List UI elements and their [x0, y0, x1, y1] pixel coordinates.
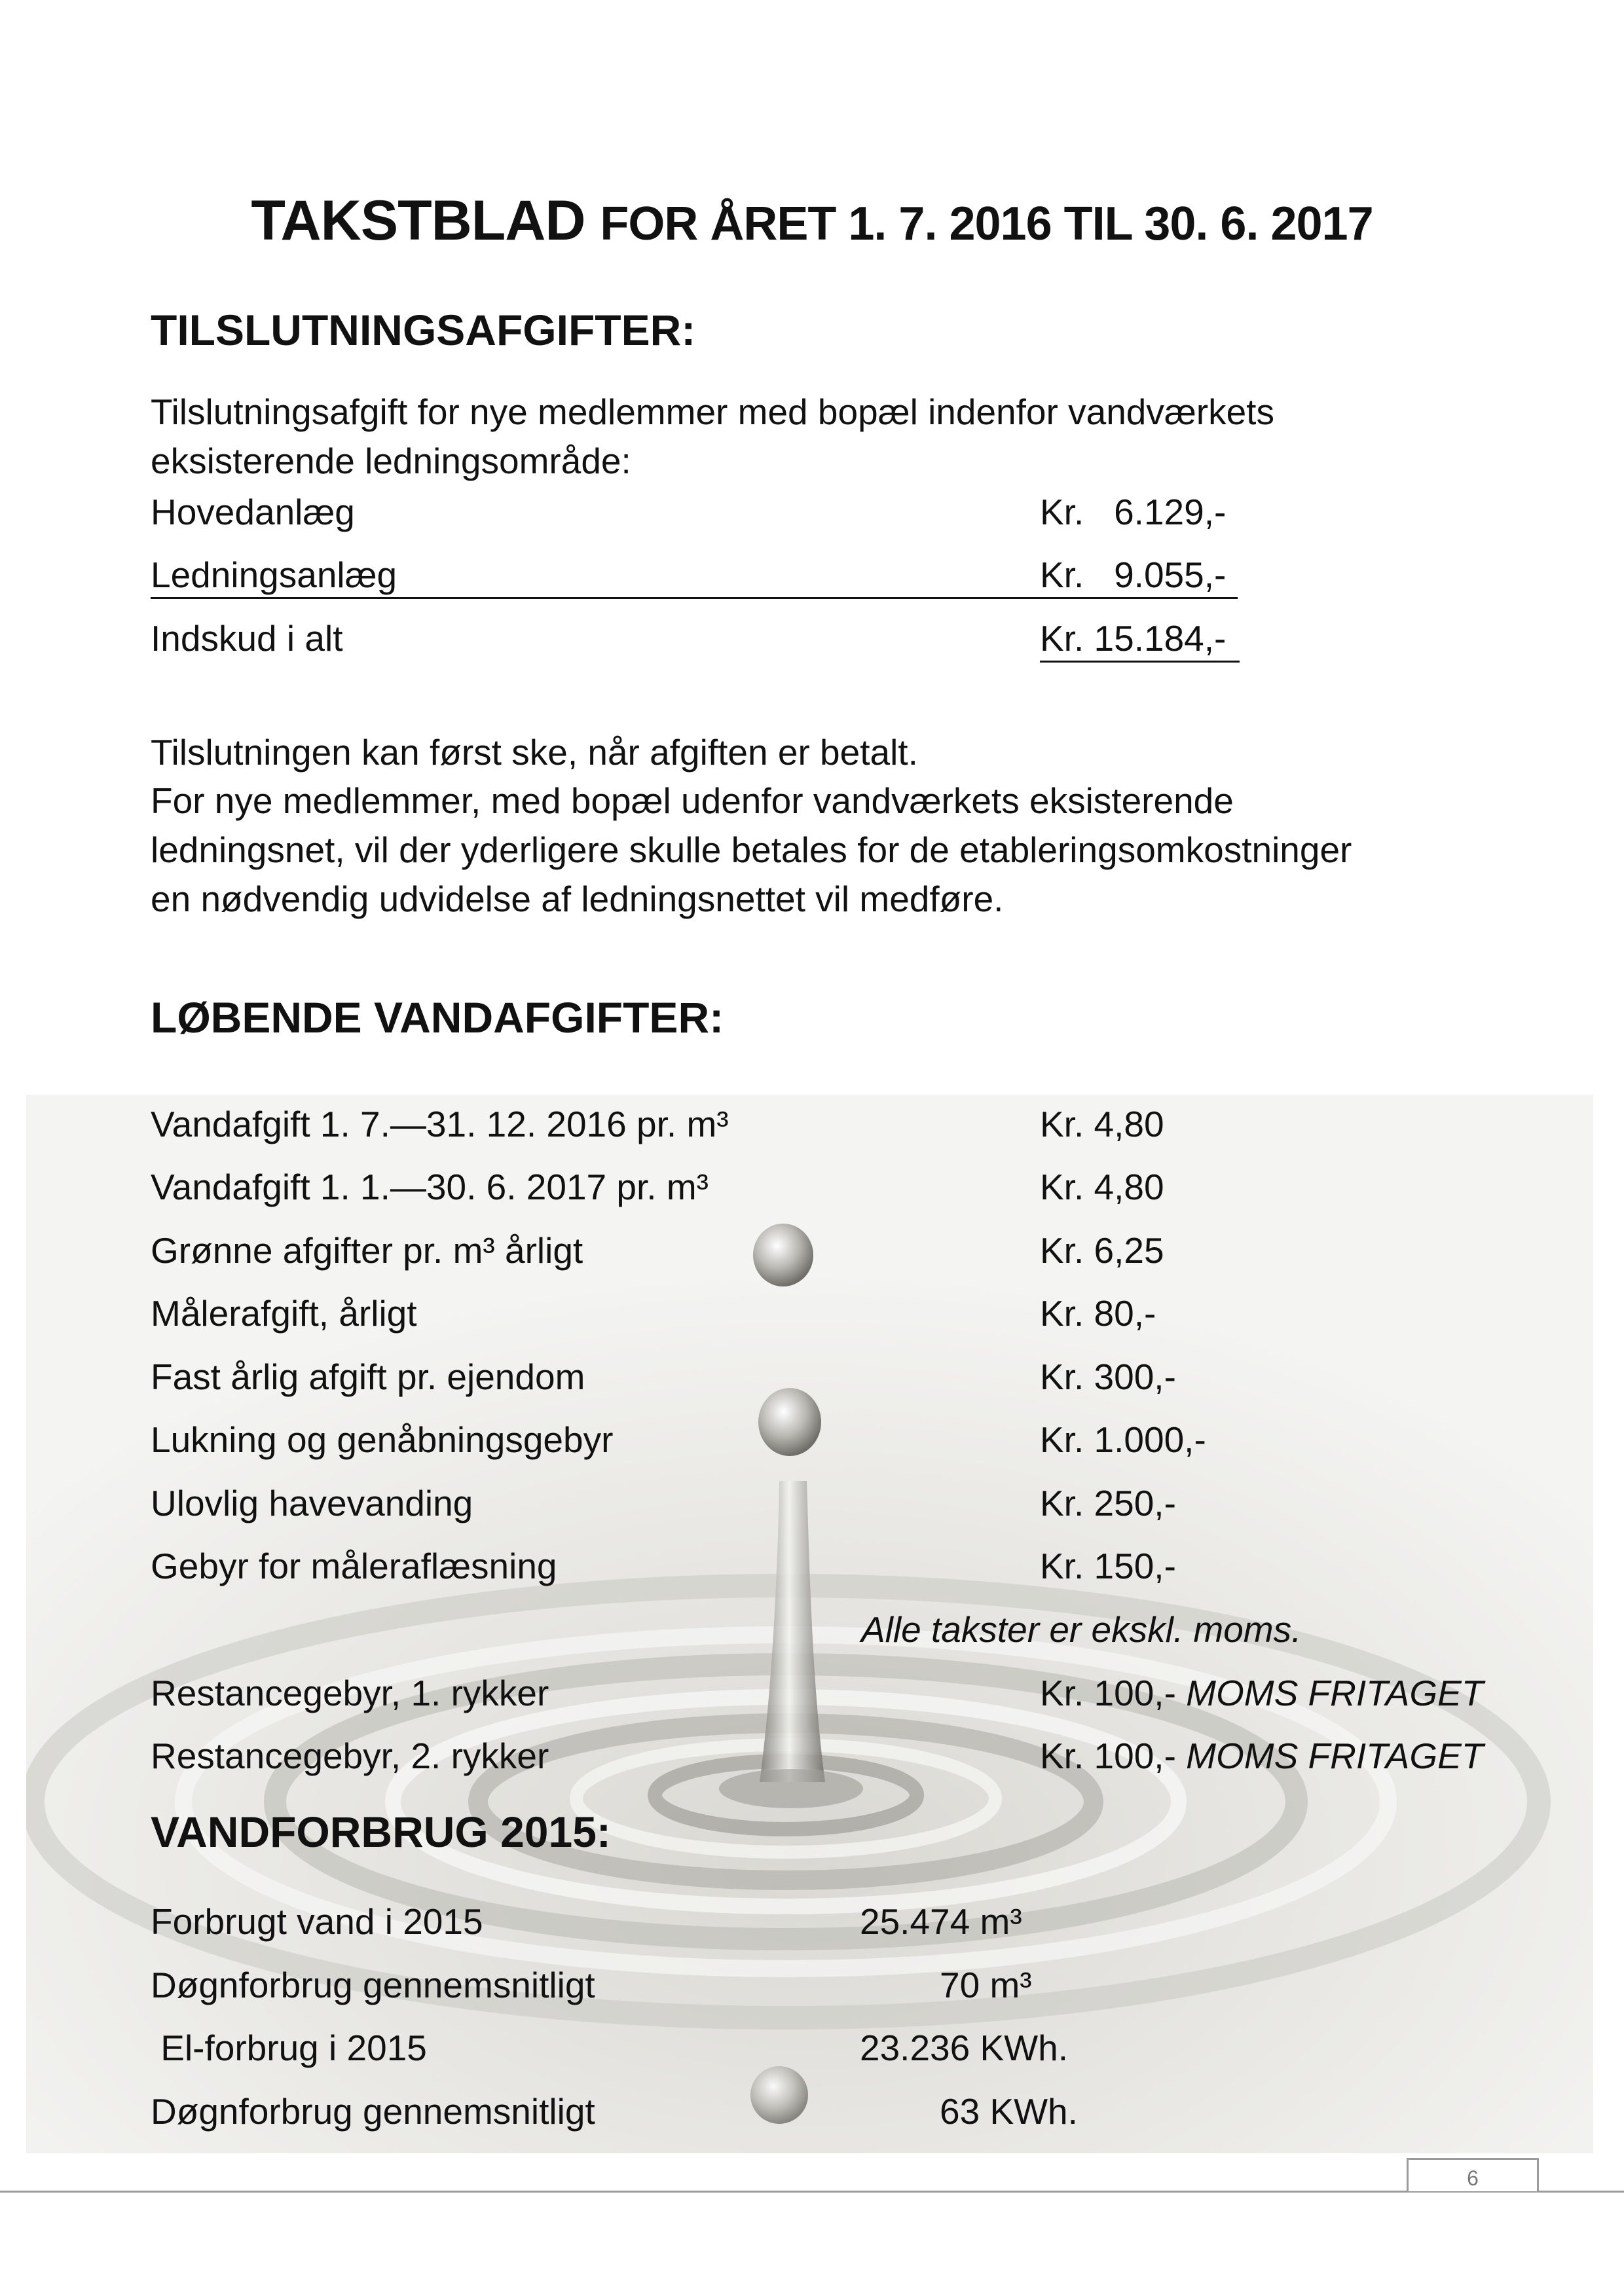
consumption-row-value: 70 m³	[940, 1965, 1032, 2005]
consumption-row-value: 25.474 m³	[860, 1901, 1022, 1942]
restance-row-value	[1040, 1672, 1483, 1714]
rate-row-label: Lukning og genåbningsgebyr	[151, 1419, 614, 1460]
fee-row-label-indskud: Indskud i alt	[151, 618, 343, 659]
consumption-row-value: 23.236 KWh.	[860, 2028, 1068, 2068]
rate-row-value: Kr. 1.000,-	[1040, 1419, 1206, 1460]
consumption-row-label: El-forbrug i 2015	[151, 2028, 427, 2068]
rate-row-value: Kr. 150,-	[1040, 1546, 1176, 1586]
rate-row-label: Målerafgift, årligt	[151, 1293, 417, 1334]
fee-row-label-ledningsanlaeg: Ledningsanlæg	[151, 555, 397, 595]
tilslutning-note-line-2: For nye medlemmer, med bopæl udenfor vandværkets eksisterende	[151, 780, 1234, 821]
fee-row-value-ledningsanlaeg: Kr. 9.055,-	[1040, 555, 1227, 595]
rate-row-label: Fast årlig afgift pr. ejendom	[151, 1357, 585, 1397]
total-underline	[1040, 661, 1240, 663]
consumption-row-label: Forbrugt vand i 2015	[151, 1901, 483, 1942]
title-main: TAKSTBLAD	[251, 189, 585, 252]
fee-row-value-indskud: Kr. 15.184,-	[1040, 618, 1227, 659]
sum-rule	[151, 597, 1238, 599]
restance-row-label: Restancegebyr, 2. rykker	[151, 1736, 549, 1776]
footer-line	[0, 2191, 1624, 2193]
restance-row-label: Restancegebyr, 1. rykker	[151, 1673, 549, 1713]
tilslutning-intro-line-1: Tilslutningsafgift for nye medlemmer med bopæl indenfor vandværkets	[151, 392, 1274, 432]
moms-exempt-note: MOMS FRITAGET	[1186, 1673, 1484, 1713]
tilslutning-intro-line-2: eksisterende ledningsområde:	[151, 441, 631, 481]
consumption-row-label: Døgnforbrug gennemsnitligt	[151, 1965, 595, 2005]
restance-amount: Kr. 100,-	[1040, 1673, 1176, 1713]
tilslutning-note-line-3: ledningsnet, vil der yderligere skulle betales for de etableringsomkostninger	[151, 829, 1352, 870]
consumption-row-label: Døgnforbrug gennemsnitligt	[151, 2091, 595, 2132]
rate-row-label: Grønne afgifter pr. m³ årligt	[151, 1230, 583, 1271]
rate-row-label: Gebyr for måleraflæsning	[151, 1546, 557, 1586]
rate-row-label: Vandafgift 1. 7.—31. 12. 2016 pr. m³	[151, 1104, 729, 1144]
restance-amount: Kr. 100,-	[1040, 1736, 1176, 1776]
rate-row-value: Kr. 80,-	[1040, 1293, 1156, 1334]
restance-row-value	[1040, 1735, 1483, 1777]
consumption-row-value: 63 KWh.	[940, 2091, 1078, 2132]
tilslutning-note-line-1: Tilslutningen kan først ske, når afgiften er betalt.	[151, 732, 918, 773]
fee-row-label-hovedanlaeg: Hovedanlæg	[151, 492, 355, 532]
page-title	[0, 189, 1624, 253]
heading-vandforbrug: VANDFORBRUG 2015:	[151, 1808, 611, 1856]
rate-row-value: Kr. 6,25	[1040, 1230, 1164, 1271]
moms-note: Alle takster er ekskl. moms.	[861, 1609, 1302, 1650]
tilslutning-note-line-4: en nødvendig udvidelse af ledningsnettet vil medføre.	[151, 879, 1004, 919]
heading-loebende-vandafgifter: LØBENDE VANDAFGIFTER:	[151, 993, 724, 1042]
rate-row-label: Vandafgift 1. 1.—30. 6. 2017 pr. m³	[151, 1167, 709, 1207]
moms-exempt-note: MOMS FRITAGET	[1186, 1736, 1484, 1776]
rate-row-value: Kr. 300,-	[1040, 1357, 1176, 1397]
rate-row-value: Kr. 4,80	[1040, 1104, 1164, 1144]
title-period: FOR ÅRET 1. 7. 2016 TIL 30. 6. 2017	[600, 198, 1373, 250]
rate-row-label: Ulovlig havevanding	[151, 1483, 473, 1523]
rate-row-value: Kr. 250,-	[1040, 1483, 1176, 1523]
page-number: 6	[1407, 2158, 1539, 2191]
heading-tilslutningsafgifter: TILSLUTNINGSAFGIFTER:	[151, 306, 696, 354]
fee-row-value-hovedanlaeg: Kr. 6.129,-	[1040, 492, 1227, 532]
rate-row-value: Kr. 4,80	[1040, 1167, 1164, 1207]
